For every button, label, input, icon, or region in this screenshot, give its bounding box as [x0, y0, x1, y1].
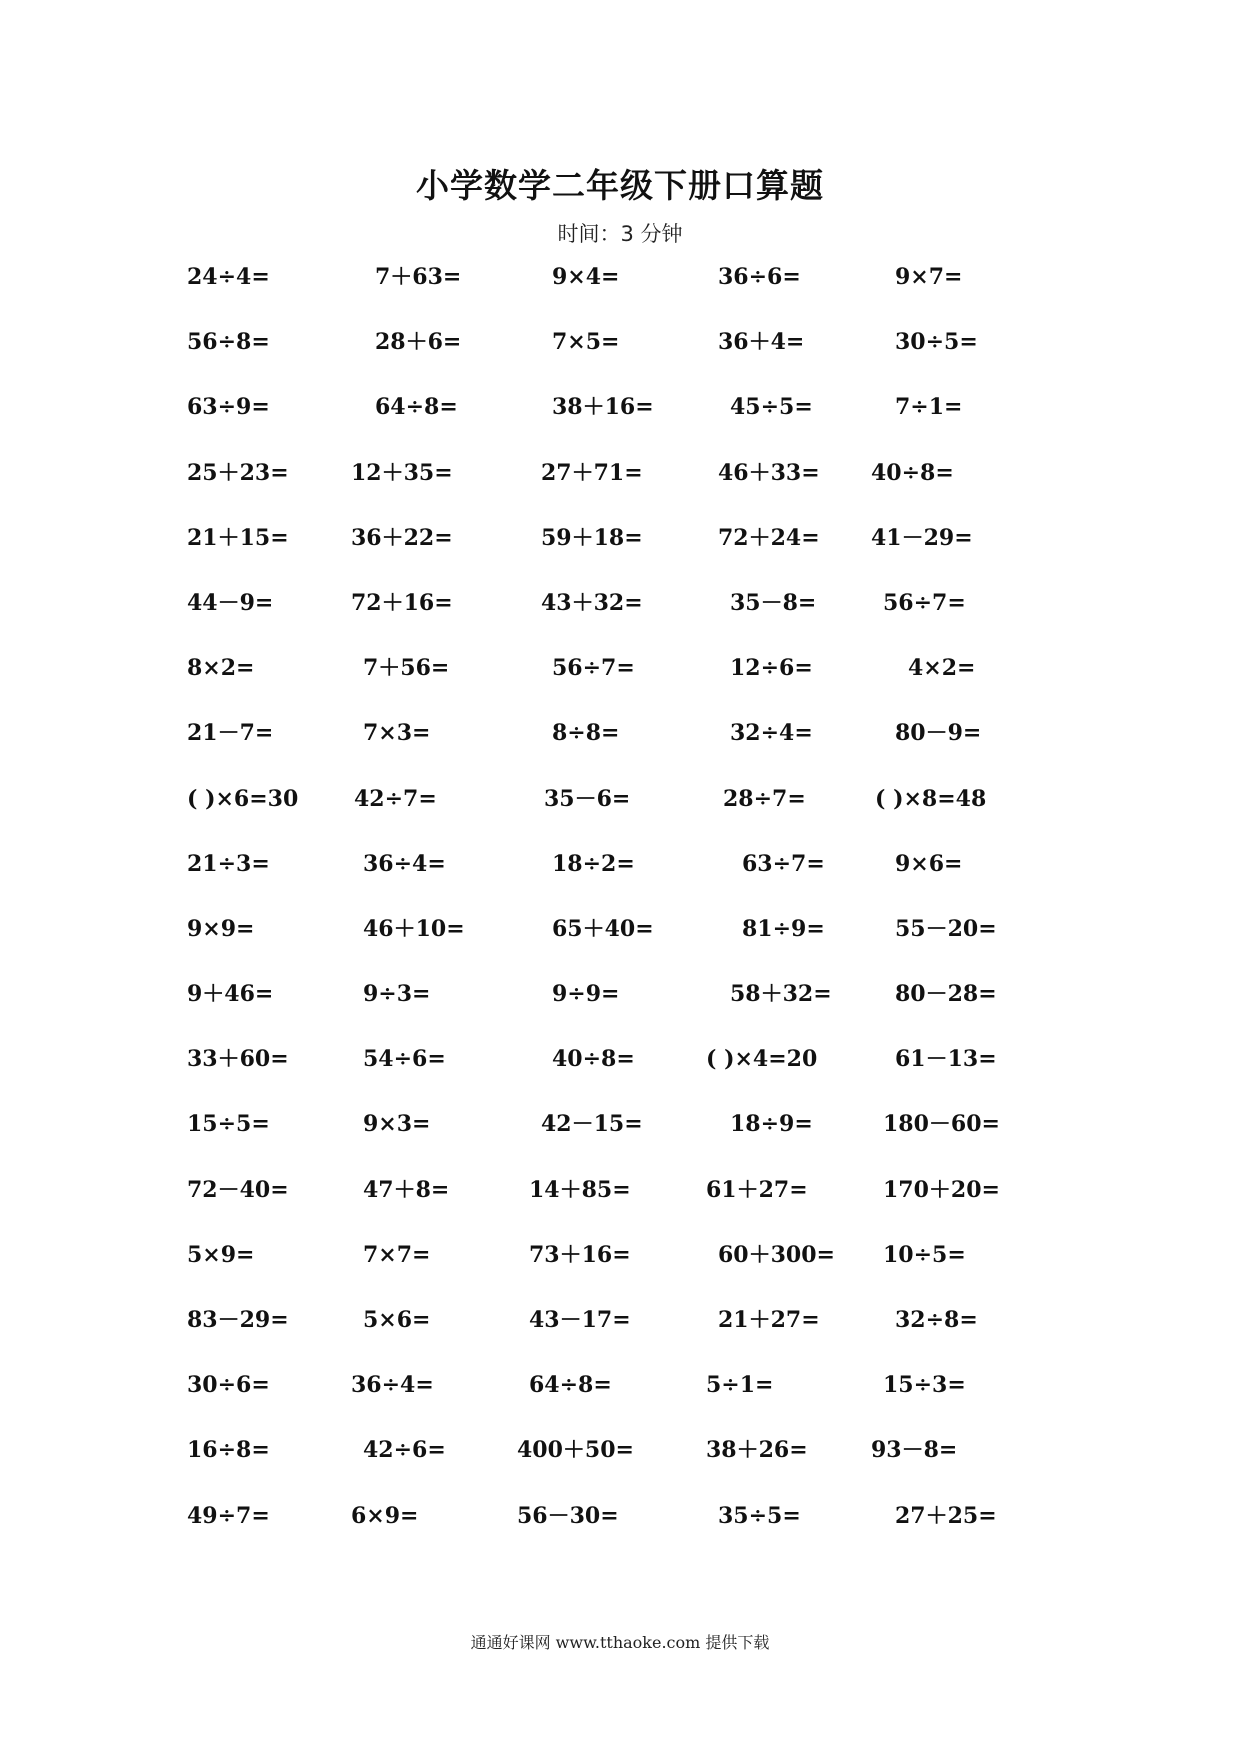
problem-item: 5×6= — [363, 1307, 431, 1333]
footer-credit: 通通好课网 www.tthaoke.com 提供下载 — [470, 1633, 770, 1652]
problem-grid — [187, 262, 1047, 1566]
problem-item: 12＋35= — [351, 459, 453, 486]
problem-item: 43－17= — [529, 1307, 631, 1333]
problem-row — [187, 979, 1047, 1044]
problem-item: 93－8= — [871, 1437, 958, 1464]
problem-item: 36＋4= — [718, 329, 805, 356]
problem-row — [187, 653, 1047, 718]
problem-item: 46＋33= — [718, 459, 820, 486]
problem-item: 72－40= — [187, 1176, 289, 1203]
problem-item: 25＋23= — [187, 459, 289, 486]
problem-row — [187, 1044, 1047, 1109]
problem-item: 18÷9= — [730, 1111, 813, 1138]
problem-item: 64÷8= — [529, 1372, 612, 1399]
problem-item: 42－15= — [541, 1111, 643, 1138]
problem-item: 36＋22= — [351, 524, 453, 551]
problem-row — [187, 458, 1047, 523]
problem-item: 170＋20= — [883, 1176, 1000, 1203]
problem-item: 61＋27= — [706, 1176, 808, 1203]
problem-item: 9×3= — [363, 1111, 431, 1138]
problem-item: 46＋10= — [363, 915, 465, 942]
problem-item: 56÷7= — [552, 655, 635, 682]
problem-item: 9÷9= — [552, 981, 620, 1008]
problem-item: 7×3= — [363, 720, 431, 747]
problem-item: 41－29= — [871, 524, 973, 551]
problem-item: 24÷4= — [187, 264, 270, 290]
problem-item: 9÷3= — [363, 981, 431, 1008]
problem-item: 43＋32= — [541, 589, 643, 616]
problem-item: 35－8= — [730, 589, 817, 616]
problem-item: 32÷4= — [730, 720, 813, 747]
problem-item: 10÷5= — [883, 1241, 966, 1268]
problem-item: 72＋24= — [718, 524, 820, 551]
problem-item: 45÷5= — [730, 394, 813, 421]
problem-row — [187, 1435, 1047, 1500]
problem-item: 38＋26= — [706, 1437, 808, 1464]
problem-item: 80－9= — [895, 720, 982, 747]
problem-item: 58＋32= — [730, 981, 832, 1008]
problem-item: 30÷6= — [187, 1372, 270, 1399]
problem-row — [187, 327, 1047, 392]
problem-item: 42÷6= — [363, 1437, 446, 1464]
problem-item: 65＋40= — [552, 915, 654, 942]
problem-item: 21÷3= — [187, 850, 270, 877]
problem-item: 54÷6= — [363, 1046, 446, 1073]
problem-item: 36÷6= — [718, 264, 801, 290]
problem-item: 63÷9= — [187, 394, 270, 421]
problem-item: 28÷7= — [723, 785, 806, 812]
problem-row — [187, 588, 1047, 653]
problem-item: 21＋15= — [187, 524, 289, 551]
problem-row — [187, 784, 1047, 849]
problem-item: 61－13= — [895, 1046, 997, 1073]
problem-item: 9×4= — [552, 264, 620, 290]
problem-item: 21＋27= — [718, 1307, 820, 1333]
problem-item: 35÷5= — [718, 1502, 801, 1529]
problem-item: 7÷1= — [895, 394, 963, 421]
problem-row — [187, 262, 1047, 327]
problem-row — [187, 1240, 1047, 1305]
problem-row — [187, 718, 1047, 783]
problem-item: 12÷6= — [730, 655, 813, 682]
problem-item: 15÷3= — [883, 1372, 966, 1399]
problem-item: 5÷1= — [706, 1372, 774, 1399]
problem-item: 59＋18= — [541, 524, 643, 551]
problem-item: 63÷7= — [742, 850, 825, 877]
problem-item: 33＋60= — [187, 1046, 289, 1073]
problem-item: 8÷8= — [552, 720, 620, 747]
problem-item: 73＋16= — [529, 1241, 631, 1268]
problem-item: 55－20= — [895, 915, 997, 942]
problem-item: 6×9= — [351, 1502, 419, 1529]
problem-item: 5×9= — [187, 1241, 255, 1268]
worksheet-title: 小学数学二年级下册口算题 — [416, 166, 824, 205]
problem-item: 7×5= — [552, 329, 620, 356]
problem-item: ( )×8=48 — [875, 785, 987, 812]
problem-item: 40÷8= — [871, 459, 954, 486]
problem-item: 28＋6= — [375, 329, 462, 356]
problem-item: 80－28= — [895, 981, 997, 1008]
problem-row — [187, 1370, 1047, 1435]
problem-item: 83－29= — [187, 1307, 289, 1333]
problem-row — [187, 914, 1047, 979]
problem-row — [187, 1501, 1047, 1566]
problem-item: 15÷5= — [187, 1111, 270, 1138]
problem-item: ( )×6=30 — [187, 785, 299, 812]
problem-item: 16÷8= — [187, 1437, 270, 1464]
problem-row — [187, 1305, 1047, 1370]
problem-item: 7＋56= — [363, 655, 450, 682]
problem-item: 180－60= — [883, 1111, 1000, 1138]
problem-item: 400＋50= — [517, 1437, 634, 1464]
problem-item: 21－7= — [187, 720, 274, 747]
problem-item: 47＋8= — [363, 1176, 450, 1203]
problem-item: 49÷7= — [187, 1502, 270, 1529]
problem-row — [187, 1175, 1047, 1240]
problem-item: 36÷4= — [363, 850, 446, 877]
problem-item: 81÷9= — [742, 915, 825, 942]
problem-item: 14＋85= — [529, 1176, 631, 1203]
problem-item: 56－30= — [517, 1502, 619, 1529]
problem-item: 8×2= — [187, 655, 255, 682]
problem-item: 32÷8= — [895, 1307, 978, 1333]
problem-item: 40÷8= — [552, 1046, 635, 1073]
problem-item: 7＋63= — [375, 264, 462, 290]
problem-row — [187, 523, 1047, 588]
problem-row — [187, 1109, 1047, 1174]
problem-item: 9＋46= — [187, 981, 274, 1008]
problem-row — [187, 849, 1047, 914]
problem-item: 30÷5= — [895, 329, 978, 356]
problem-item: 27＋71= — [541, 459, 643, 486]
problem-item: 9×9= — [187, 915, 255, 942]
problem-item: 36÷4= — [351, 1372, 434, 1399]
problem-item: 7×7= — [363, 1241, 431, 1268]
problem-row — [187, 392, 1047, 457]
problem-item: 27＋25= — [895, 1502, 997, 1529]
problem-item: 56÷8= — [187, 329, 270, 356]
problem-item: 72＋16= — [351, 589, 453, 616]
time-limit: 时间：3 分钟 — [557, 222, 683, 246]
problem-item: 18÷2= — [552, 850, 635, 877]
problem-item: 42÷7= — [354, 785, 437, 812]
problem-item: 60＋300= — [718, 1241, 835, 1268]
problem-item: 35－6= — [544, 785, 631, 812]
problem-item: 64÷8= — [375, 394, 458, 421]
problem-item: 56÷7= — [883, 589, 966, 616]
problem-item: 4×2= — [908, 655, 976, 682]
problem-item: 9×6= — [895, 850, 963, 877]
problem-item: 9×7= — [895, 264, 963, 290]
problem-item: ( )×4=20 — [706, 1046, 818, 1073]
problem-item: 38＋16= — [552, 394, 654, 421]
problem-item: 44－9= — [187, 589, 274, 616]
